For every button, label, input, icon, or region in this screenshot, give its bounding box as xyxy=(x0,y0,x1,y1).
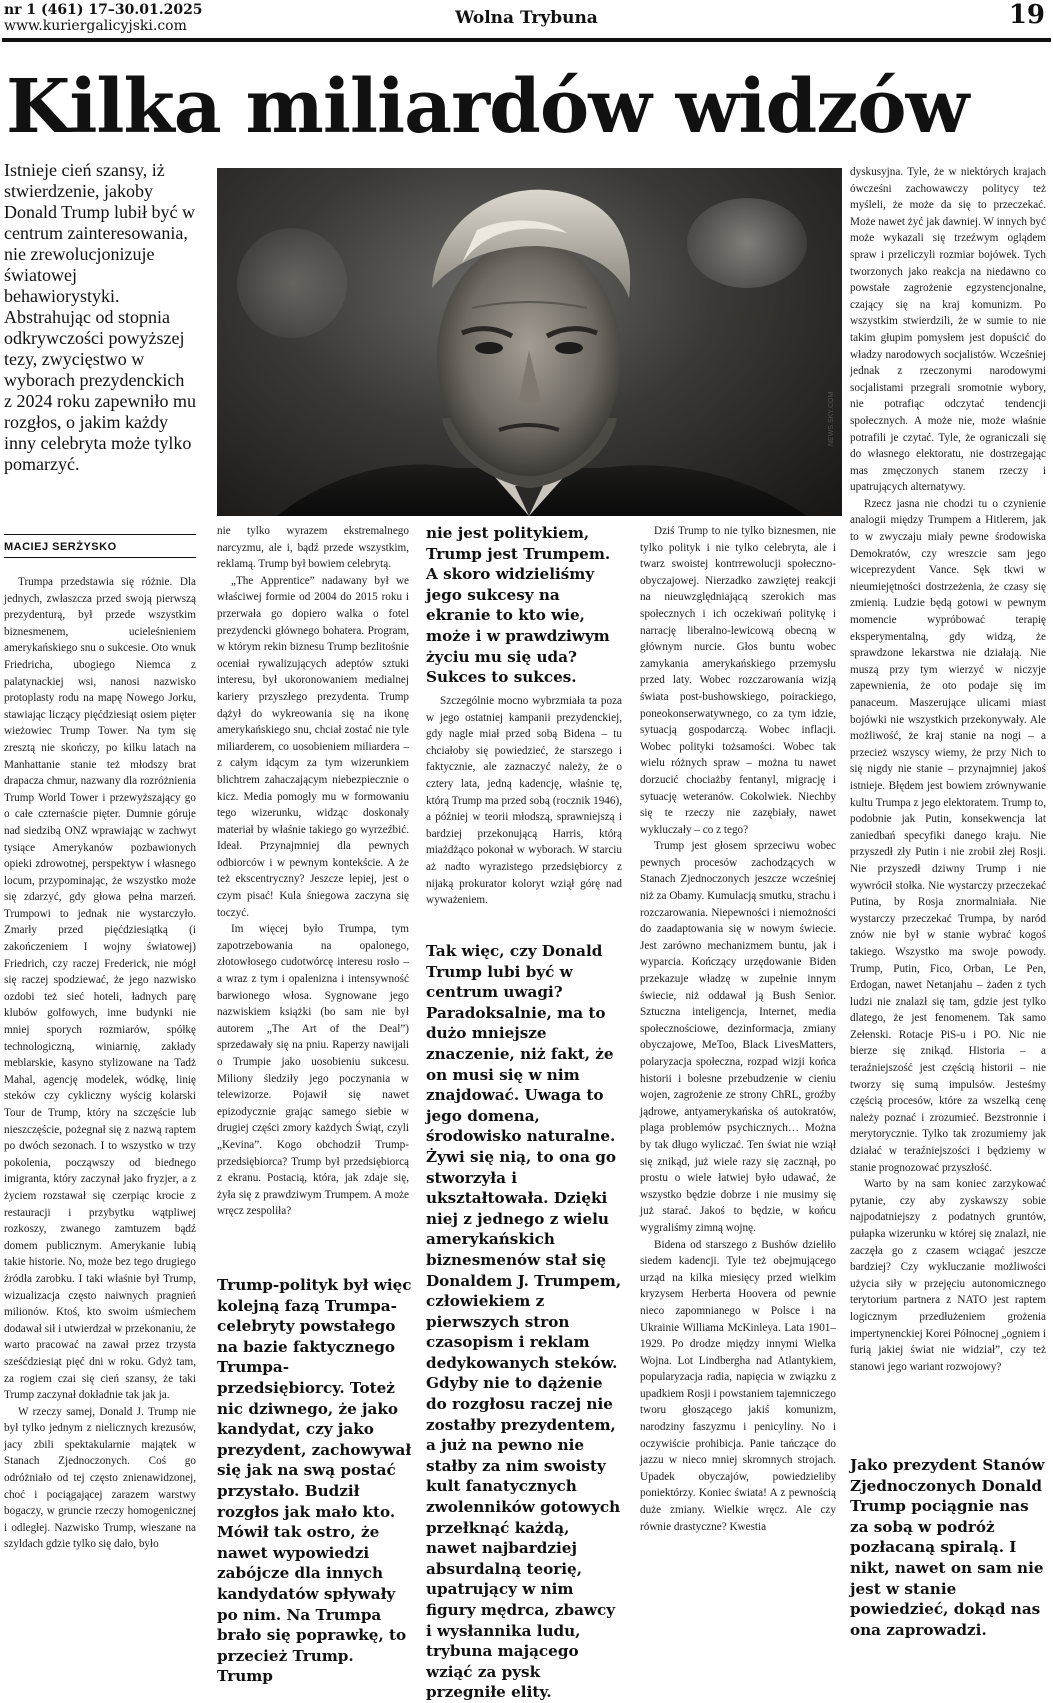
paragraph: Bidena od starszego z Bushów dzieliło siedem kadencji. Tyle też obejmującego urząd na kilka miesięcy przed wielkim kryzysem Herberta Hoovera od pewnie nieco zapomnianego w Polsce i na Ukrainie Williama McKinleya. Lata 1901–1929. Po drodze między innymi Wielka Wojna. Lot Lindbergha nad Atlantykiem, popularyzacja radia, napięcia w związku z upadkiem Rosji i powstaniem tajemniczego tworu głoszącego jakiś komunizm, narodziny faszyzmu i penicyliny. No i oczywiście prohibicja. Panie tańczące do jazzu w nieco mniej skromnych strojach. Upadek obyczajów, powiedzieliby poniektórzy. Koniec świata! A z pewnością duże zmiany. Wielkie wręcz. Ale czy równie drastyczne? Kwestia xyxy=(640,1238,836,1533)
paragraph: „The Apprentice” nadawany był we właściwej formie od 2004 do 2015 roku i przerwała go dopiero walka o fotel prezydencki głównego bohatera. Program, w którym rekin biznesu Trump bezlitośnie oceniał rywalizujących adeptów sztuki interesu, był ukoronowaniem medialnej kariery przyszłego prezydenta. Trump dążył do wykreowania się na ikonę amerykańskiego snu, chciał zostać nie tyle miliarderem, co uosobieniem miliardera – z całym idącym za tym wizerunkiem blichtrem zahaczającym niebezpiecznie o kicz. Media pomogły mu w formowaniu tego wizerunku, widząc doskonały materiał by właśnie takiego go wyrzeźbić. Ideał. Przynajmniej dla pewnych odbiorców i w pewnym kontekście. A że też ekscentryczny? Jeszcze lepiej, jest o czym pisać! Kula śniegowa zaczyna się toczyć. xyxy=(217,574,409,919)
article-photo xyxy=(217,168,842,516)
issue-number: nr 1 (461) 17–30.01.2025 xyxy=(4,2,203,18)
photo-credit: NEWS.SKY.COM xyxy=(828,391,835,446)
article-column-3 xyxy=(426,693,622,928)
portrait-illustration xyxy=(217,168,842,516)
article-column-2 xyxy=(217,523,409,1268)
paragraph: Dziś Trump to nie tylko biznesmen, nie tylko polityk i nie tylko celebryta, ale i twarz swoistej kontrrewolucji społeczno-obyczajowej. Nierzadko zawziętej reakcji na nieuwzględniającą szerokich mas społecznych i ich oczekiwań politykę i narrację liberalno-lewicową obecną w głównym nurcie. Głos buntu wobec zamykania amerykańskiego przemysłu przed laty. Wobec rozczarowania wizją świata post-bushowskiego, poirackiego, poneokonserwatywnego, co za tym idzie, sytuacją gospodarczą. Wobec inflacji. Wobec polityki tożsamości. Wobec tak wielu różnych spraw – można tu nawet dorzucić chociażby fentanyl, migrację i sytuację weteranów. Cokolwiek. Niechby się te rzeczy nie zazębiały, nawet wykluczały – co z tego? xyxy=(640,525,836,836)
author-divider-bottom xyxy=(4,557,196,558)
paragraph: Im więcej było Trumpa, tym zapotrzebowania na opalonego, złotowłosego cudotwórcę interesu rosło – a wraz z tym i opalenizna i intensywność barwionego włosa. Sygnowane jego nazwiskiem książki (bo sam nie był autorem „The Art of the Deal”) sprzedawały się na pniu. Raperzy nawijali o Trumpie jako uosobieniu sukcesu. Miliony śledziły jego poczynania w telewizorze. Pojawił się nawet epizodycznie grając samego siebie w drugiej części zmory każdych Świąt, czyli „Kevina”. Kogo obchodził Trump-przedsiębiorca? Trump był przedsiębiorcą z ekranu. Postacią, która, jak zdaje się, żyła się z prawdziwym Trumpem. A może wręcz zespoliła? xyxy=(217,923,409,1218)
paragraph: Trump jest głosem sprzeciwu wobec pewnych procesów zachodzących w Stanach Zjednoczonych jeszcze wcześniej niż za Obamy. Kumulacją smutku, strachu i rozczarowania. Niepewności i niemożności do zaadaptowania się w nowym świecie. Jest zarówno mechanizmem buntu, jak i wyparcia. Kończący urzędowanie Biden przekazuje władzę w zupełnie innym świecie, niż oddawał ją Bush Senior. Sztuczna inteligencja, Internet, media społecznościowe, dezinformacja, zmiany obyczajowe, MeToo, Black LivesMatters, polaryzacja społeczna, rozpad wizji końca historii i bolesne przebudzenie w cieniu wojen, zagrożenie ze strony ChRL, groźby jądrowe, antyamerykańska oś autokratów, plaga problemów psychicznych… Można by tak długo wyliczać. Ten świat nie wziął się znikąd, już wiele razy się zacznął, po prostu o wiele łatwiej było udawać, że wszystko będzie dobrze i nie musimy się już starać. Jakoś to będzie, w końcu wygraliśmy zimną wojnę. xyxy=(640,840,836,1234)
author-divider xyxy=(4,534,196,535)
paragraph: Rzecz jasna nie chodzi tu o czynienie analogii między Trumpem a Hitlerem, jak to w zwyczaju miały pewne środowiska Demokratów, czy wreszcie sam jego wiceprezydent Vance. Sęk tkwi w nieumiejętności dostrzeżenia, że czasy się zmienią. Ludzie będą gotowi w pewnym momencie wypróbować terapię eksperymentalną, gdy widzą, że sprawdzone lekarstwa nie działają. Nie muszą przy tym wierzyć w niczyje zapewnienia, że oto podaje się im panaceum. Maszerujące ulicami miast bojówki nie wszystkich przekonywały. Ale możliwość, że kraj stanie na nogi – a przecież wszyscy wiemy, że przy Nich to się nigdy nie stanie – przynajmniej jakoś istnieje. Błędem jest bowiem zrównywanie kultu Trumpa z jego elektoratem. Trump to, podobnie jak Putin, konsekwencja lat zaniedbań specyfiki danego kraju. Nie przyszedł zły Putin i nie zrobił złej Rosji. Nie przyszedł dziwny Trump i nie wywrócił stołka. Nie wystarczy przeczekać Putina, by Rosja znormalniała. Nie wystarczy przeczekać Trumpa, by naród znów nie był w stanie wybrać kogoś takiego. Wszystko ma swoje powody. Trump, Putin, Fico, Orban, Le Pen, Erdogan, nawet Netanjahu – żaden z tych ludzi nie znalazł się tam, gdzie jest tylko dlatego, że jest fenomenem. Tak samo Zełenski. Rotacje PiS-u i PO. Nic nie bierze się znikąd. Historia – a teraźniejszość jest częścią historii – nie tworzy się sumą impulsów. Jesteśmy częścią procesów, które za wszelką cenę należy poznać i zrozumieć. Bezstronnie i merytorycznie. Tylko tak zrozumiemy jak działać w teraźniejszości i będziemy w stanie prognozować przyszłość. xyxy=(850,497,1046,1174)
article-column-5 xyxy=(850,164,1046,1429)
pull-quote: nie jest politykiem, Trump jest Trumpem. A skoro widzieliśmy jego sukcesy na ekranie to kto wie, może i w prawdziwym życiu mu się uda? Sukces to sukces. xyxy=(426,524,611,687)
paragraph: Warto by na sam koniec zarzykować pytanie, czy aby zyskawszy sobie najpodatniejszy z podatnych gruntów, pułapka wizerunku w której się znalazł, nie zaczęła go z czasem wciągać jeszcze bardziej? Czy wykluczanie możliwości użycia siły w przejęciu autonomicznego terytorium partnera z NATO jest raptem logicznym przedłużeniem grożenia impertynenckiej Korei Północnej „ogniem i furią jakiej świat nie widział”, czy też stanowi jego wariant rozwojowy? xyxy=(850,1178,1046,1373)
paragraph: dyskusyjna. Tyle, że w niektórych krajach ówcześni zachowawczy politycy też myśleli, że może da się to przeczekać. Może nawet żyć jak dawniej. W innych być może wykazali się trzeźwym oglądem spraw i przeliczyli rozmiar bojówek. Tych tworzonych jako reakcja na niedawno co powstałe zagrożenie egzystencjonalne, czający się na kraj komunizm. Po wszystkim stwierdzili, że w sumie to nie takim głupim pomysłem jest dopuścić do władzy narodowych socjalistów. Wcześniej jednak z rzeczonymi narodowymi socjalistami przegrali sromotnie wybory, nie potrafiąc odczytać tendencji społecznych. A może nie, może właśnie potrafili je czytać. Tyle, że ograniczali się do własnego elektoratu, nie dostrzegając mas zmęczonych stanem rzeczy i upatrujących alternatywy. xyxy=(850,166,1046,494)
paragraph: nie tylko wyrazem ekstremalnego narcyzmu, ale i, bądź przede wszystkim, reklamą. Trump był bowiem celebrytą. xyxy=(217,525,409,571)
article-column-4 xyxy=(640,523,836,1637)
header-rule xyxy=(2,38,1051,42)
author-byline: MACIEJ SERŻYSKO xyxy=(4,541,117,553)
paragraph: Trumpa przedstawia się różnie. Dla jednych, zwłaszcza przed swoją pierwszą prezydenturą, był przede wszystkim biznesmenem, ucieleśnieniem amerykańskiego snu o sukcesie. Oto wnuk Friedricha, ubogiego Niemca z palatynackiej wsi, nanosi nazwisko protoplasty rodu na mapę Nowego Jorku, stawiając liczący pięćdziesiąt osiem pięter wieżowiec Trump Tower. Na tym się zresztą nie skończy, po kilku latach na Manhattanie stanie też młodszy brat drapacza chmur, nazwany dla rozróżnienia Trump World Tower i przewyższający go o całe czternaście pięter. Dumnie góruje nad siedzibą ONZ wprawiając w zachwyt tysiące Amerykanów pozbawionych opieki zdrowotnej, perspektyw i własnego locum, przypominając, że wszystko może się zdarzyć, gdy głowa pełna marzeń. Trumpowi to jednak nie wystarczyło. Zmarły przed pięćdziesiątką (i zakończeniem I wojny światowej) Friedrich, czy raczej Frederick, nie mógł się raczej spodziewać, że jego nazwisko ozdobi też sieć hoteli, ładnych parę klubów golfowych, inne budynki nie mniej sporych rozmiarów, spółkę technologiczną, winiarnię, zakłady meblarskie, kasyno stylizowane na Tadż Mahal, agencję modelek, wódkę, linię steków czy cykliczny wyścig kolarski Tour de Trump, który na szczęście lub nieszczęście, pożegnał się z nazwą raptem po dwóch sezonach. I to wszystko w trzy pokolenia, począwszy od biednego imigranta, który zaczynał jako fryzjer, a z życiem rozstawał się czerpiąc krocie z restauracji i przybytku wątpliwej rozkoszy, zwanego zamtuzem bądź domem publicznym. Amerykanie lubią takie historie. No, może bez tego drugiego źródła zarobku. I taki właśnie był Trump, wizualizacja często naiwnych pragnień milionów. Ktoś, kto swoim uśmiechem dodawał sił i utwierdzał w przekonaniu, że warto pracować na zawał przez trzysta sześćdziesiąt pięć dni w roku. Gdyż tam, za rogiem czai się cień szansy, że taki Trump zaczynał dokładnie tak jak ja. xyxy=(4,576,196,1402)
page-number: 19 xyxy=(1008,0,1045,30)
website-link[interactable]: www.kuriergalicyjski.com xyxy=(4,18,187,34)
pull-quote: Trump-polityk był więc kolejną fazą Trumpa-celebryty powstałego na bazie faktycznego Trumpa-przedsiębiorcy. Toteż nic dziwnego, że jako kandydat, czy jako prezydent, zachowywał się jak na swą postać przystało. Budził rozgłos jak mało kto. Mówił tak ostro, że nawet wypowiedzi zabójcze dla innych kandydatów spływały po nim. Na Trumpa brało się poprawkę, to przecież Trump. Trump xyxy=(217,1276,412,1686)
article-column-1 xyxy=(4,574,196,1637)
paragraph: W rzeczy samej, Donald J. Trump nie był tylko jednym z nielicznych krezusów, jacy zbili spektakularnie majątek w Stanach Zjednoczonych. Coś go odróżniało od tej często znienawidzonej, choć i pociągającej zarazem warstwy bogaczy, w gruncie rzeczy homogenicznej i odległej. Nazwisko Trump, wieszane na szyldach gdzie tylko się dało, było xyxy=(4,1405,196,1551)
paragraph: Szczególnie mocno wybrzmiała ta poza w jego ostatniej kampanii prezydenckiej, gdy nagle miał przed sobą Bidena – tu chciałoby się powiedzieć, że starszego i faktycznie, ale zaznaczyć należy, że o cztery lata, jedną kadencję, właśnie tę, którą Trump ma przed sobą (rocznik 1946), a później w teorii młodszą, sprawniejszą i bardziej przekonującą Harris, którą miażdżąco pokonał w wyborach. W starciu aż nadto wyrazistego przedsiębiorcy z nijaką prokurator koloryt wziął górę nad wyważeniem. xyxy=(426,695,622,907)
article-lead: Istnieje cień szansy, iż stwierdzenie, jakoby Donald Trump lubił być w centrum zainteresowania, nie zrewolucjonizuje światowej behawiorystyki. Abstrahując od stopnia odkrywczości powyższej tezy, zwycięstwo w wyborach prezydenckich z 2024 roku zapewniło mu rozgłos, o jakim każdy inny celebryta może tylko pomarzyć. xyxy=(4,160,196,474)
section-title: Wolna Trybuna xyxy=(455,8,598,28)
pull-quote: Tak więc, czy Donald Trump lubi być w centrum uwagi? Paradoksalnie, ma to dużo mniejsze znaczenie, niż fakt, że on musi się w nim znajdować. Uwaga to jego domena, środowisko naturalne. Żywi się nią, to ona go stworzyła i ukształtowała. Dzięki niej z jednego z wielu amerykańskich biznesmenów stał się Donaldem J. Trumpem, człowiekiem z pierwszych stron czasopism i reklam dedykowanych steków. Gdyby nie to dążenie do rozgłosu raczej nie zostałby prezydentem, a już na pewno nie stałby za nim swoisty kult fanatycznych zwolenników gotowych przełknąć każdą, nawet najbardziej absurdalną teorię, upatrujący w nim figury mędrca, zbawcy i wysłannika ludu, trybuna mającego wziąć za pysk przegniłe elity. xyxy=(426,942,622,1702)
article-headline: Kilka miliardów widzów xyxy=(6,64,969,150)
pull-quote: Jako prezydent Stanów Zjednoczonych Donald Trump pociągnie nas za sobą w podróż pozłacaną spiralą. I nikt, nawet on sam nie jest w stanie powiedzieć, dokąd nas ona zaprowadzi. xyxy=(850,1456,1045,1639)
